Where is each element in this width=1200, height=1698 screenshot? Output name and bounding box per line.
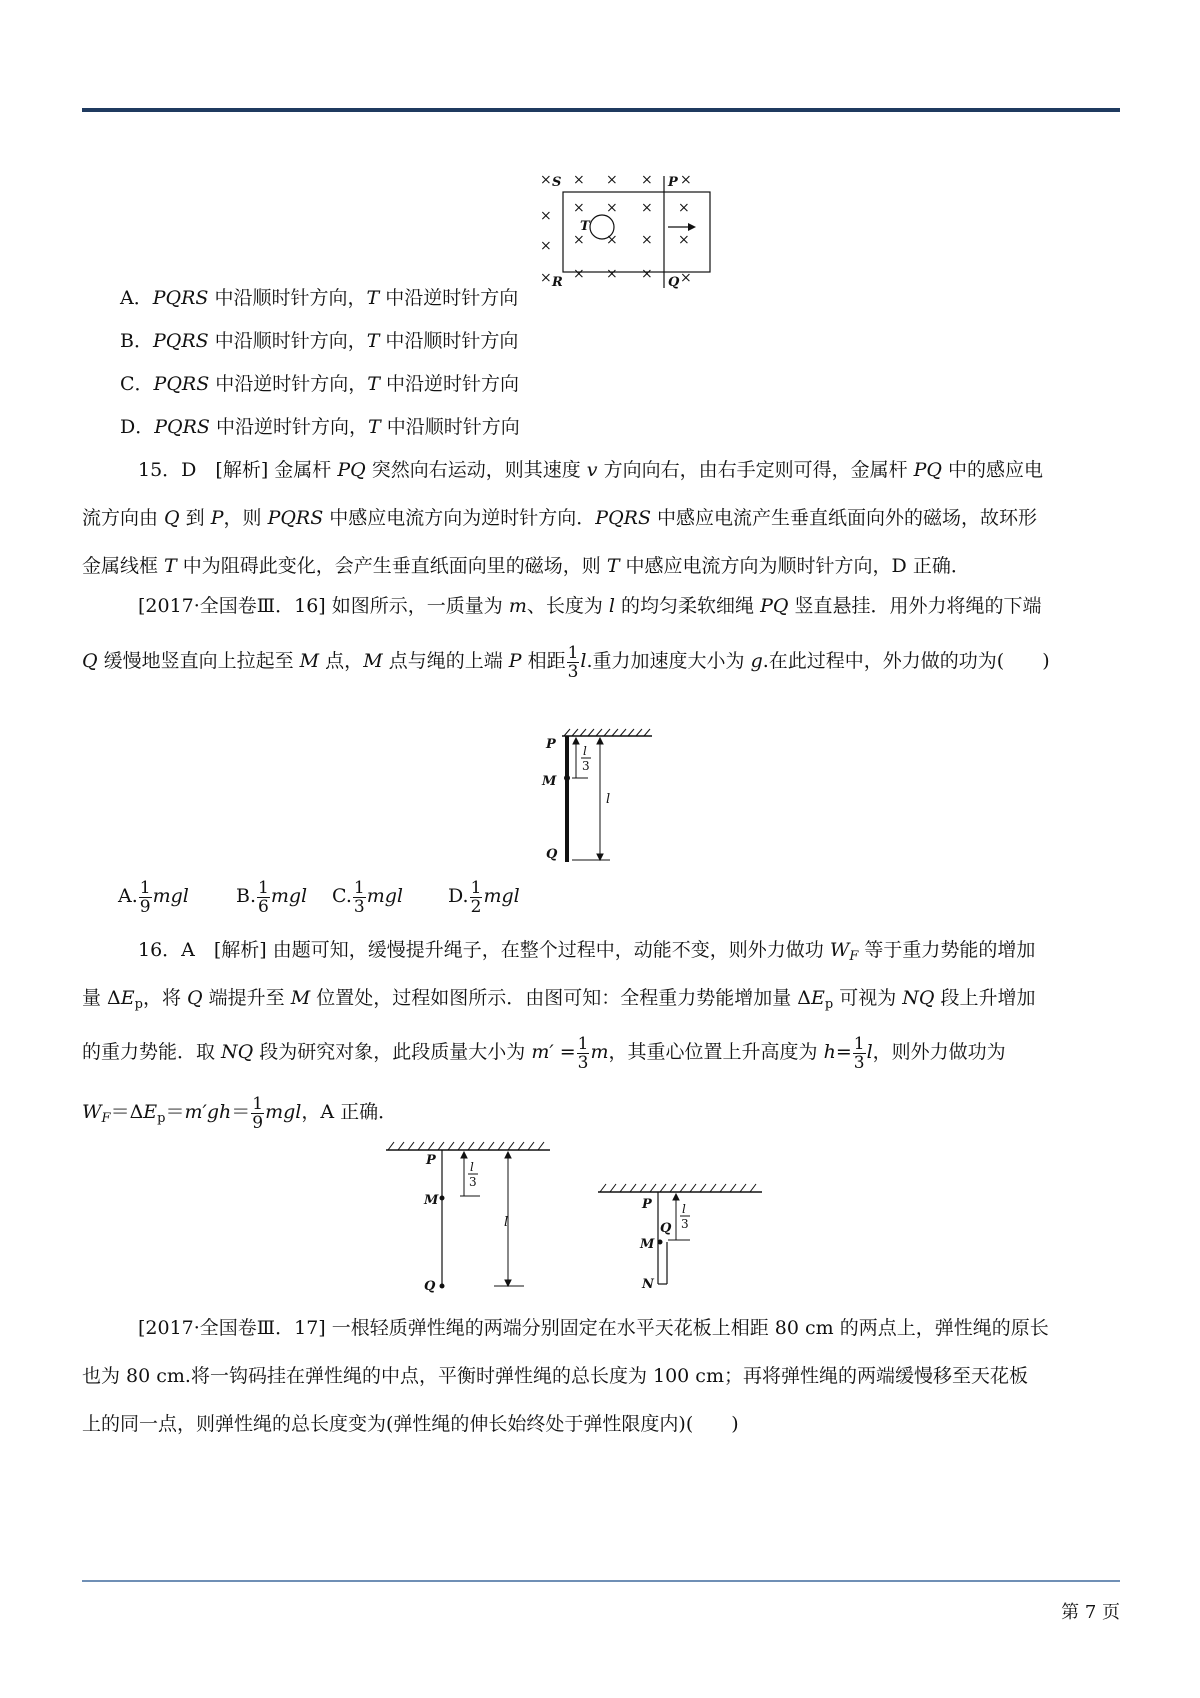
svg-text:×: ×	[540, 172, 552, 188]
label-r: R	[552, 275, 563, 290]
rope-label-l: l	[606, 792, 611, 807]
a16-line-4: $W_F=\Delta E_p=m'gh=$ $\frac{1}{9}$ mgl，A 正确．	[82, 1093, 398, 1133]
q16-option-d: D. $\frac{1}{2}$ mgl	[448, 877, 520, 917]
svg-text:×: ×	[641, 200, 653, 216]
after-label-l3-num: l	[682, 1202, 686, 1216]
before-label-l3-num: l	[470, 1160, 474, 1174]
q17-line-1: [2017·全国卷Ⅲ．17] 一根轻质弹性绳的两端分别固定在水平天花板上相距 80 cm 的两点上，弹性绳的原长	[138, 1317, 1049, 1339]
svg-text:×: ×	[641, 172, 653, 188]
figure-rope-before	[384, 1138, 554, 1298]
before-label-q: Q	[424, 1279, 436, 1294]
q15-line-2: 流方向由 Q 到 P，则 PQRS 中感应电流方向为逆时针方向．PQRS 中感应电流产生垂直纸面向外的磁场，故环形	[82, 507, 1038, 529]
a16-line-2: 量 $\Delta E_p$，将 Q 端提升至 M 位置处，过程如图所示．由图可知：全程重力势能增加量 $\Delta E_p$ 可视为 NQ 段上升增加	[82, 987, 1036, 1012]
rope-label-p: P	[546, 737, 556, 752]
svg-text:×: ×	[540, 208, 552, 224]
after-label-l3-den: 3	[681, 1217, 689, 1231]
q17-line-2: 也为 80 cm.将一钩码挂在弹性绳的中点，平衡时弹性绳的总长度为 100 cm；再将弹性绳的两端缓慢移至天花板	[82, 1365, 1028, 1387]
q15-line-1: 15．D [解析] 金属杆 PQ 突然向右运动，则其速度 v 方向向右，由右手定则可得，金属杆 PQ 中的感应电	[138, 459, 1044, 481]
svg-text:×: ×	[678, 200, 690, 216]
svg-text:×: ×	[606, 266, 618, 282]
fraction-one-third: $\frac{1}{3}$	[567, 642, 579, 682]
after-label-p: P	[642, 1197, 652, 1212]
before-label-l3-den: 3	[469, 1175, 477, 1189]
q15-line-3: 金属线框 T 中为阻碍此变化，会产生垂直纸面向里的磁场，则 T 中感应电流方向为顺时针方向，D 正确．	[82, 555, 970, 577]
svg-text:×: ×	[573, 232, 585, 248]
label-q: Q	[668, 275, 680, 290]
q16-option-b: B. $\frac{1}{6}$ mgl	[236, 877, 308, 917]
before-label-p: P	[426, 1153, 436, 1168]
after-label-m: M	[640, 1237, 655, 1252]
after-label-q: Q	[660, 1221, 672, 1236]
rope-label-q: Q	[546, 847, 558, 862]
label-t: T	[580, 219, 590, 234]
before-label-m: M	[424, 1193, 439, 1208]
after-label-n: N	[642, 1277, 654, 1290]
q16-line-2: Q 缓慢地竖直向上拉起至 M 点，M 点与绳的上端 P 相距 $\frac{1}{3}$ l.重力加速度大小为 g.在此过程中，外力做的功为( )	[82, 642, 1050, 682]
svg-text:×: ×	[540, 270, 552, 286]
svg-text:×: ×	[573, 172, 585, 188]
q17-question	[82, 1304, 1120, 1448]
q16-line-1: [2017·全国卷Ⅲ．16] 如图所示，一质量为 m、长度为 l 的均匀柔软细绳 PQ 竖直悬挂．用外力将绳的下端	[138, 595, 1042, 617]
a16-line-3: 的重力势能．取 NQ 段为研究对象，此段质量大小为 m′ = $\frac{1}{3}$ m，其重心位置上升高度为 h= $\frac{1}{3}$ l，则外力做功为	[82, 1033, 1006, 1073]
q16-option-a: A. $\frac{1}{9}$ mgl	[118, 877, 189, 917]
svg-text:×: ×	[606, 232, 618, 248]
q16-question	[82, 582, 1120, 692]
svg-text:×: ×	[540, 238, 552, 254]
svg-text:×: ×	[680, 270, 692, 286]
label-s: S	[552, 175, 562, 190]
figure-hanging-rope	[540, 728, 660, 868]
header-rule	[82, 108, 1120, 112]
svg-text:×: ×	[641, 232, 653, 248]
svg-text:×: ×	[680, 172, 692, 188]
q16-option-c: C. $\frac{1}{3}$ mgl	[332, 877, 403, 917]
a16-line-1: 16．A [解析] 由题可知，缓慢提升绳子，在整个过程中，动能不变，则外力做功 $W_F$ 等于重力势能的增加	[138, 939, 1036, 964]
figure-magnetic-field	[540, 170, 720, 290]
footer-rule	[82, 1580, 1120, 1582]
q14-option-c: C．PQRS 中沿逆时针方向，T 中沿逆时针方向	[120, 373, 520, 395]
page-number: 第 7 页	[1061, 1602, 1120, 1623]
q14-option-b: B．PQRS 中沿顺时针方向，T 中沿顺时针方向	[120, 330, 519, 352]
figure-rope-after	[596, 1180, 766, 1290]
svg-text:×: ×	[606, 200, 618, 216]
rope-label-l3-den: 3	[582, 759, 590, 773]
q14-option-a: A．PQRS 中沿顺时针方向，T 中沿逆时针方向	[120, 287, 519, 309]
svg-text:×: ×	[573, 266, 585, 282]
q14-option-d: D．PQRS 中沿逆时针方向，T 中沿顺时针方向	[120, 416, 520, 438]
q15-analysis	[82, 446, 1120, 590]
q16-analysis	[82, 926, 1120, 1142]
label-p: P	[668, 175, 678, 190]
svg-text:×: ×	[641, 266, 653, 282]
rope-label-m: M	[542, 774, 557, 789]
svg-text:×: ×	[606, 172, 618, 188]
svg-text:×: ×	[573, 200, 585, 216]
rope-label-l3-num: l	[583, 744, 587, 758]
svg-text:×: ×	[678, 232, 690, 248]
q17-line-3: 上的同一点，则弹性绳的总长度变为(弹性绳的伸长始终处于弹性限度内)( )	[82, 1413, 739, 1435]
before-label-l: l	[504, 1215, 509, 1230]
